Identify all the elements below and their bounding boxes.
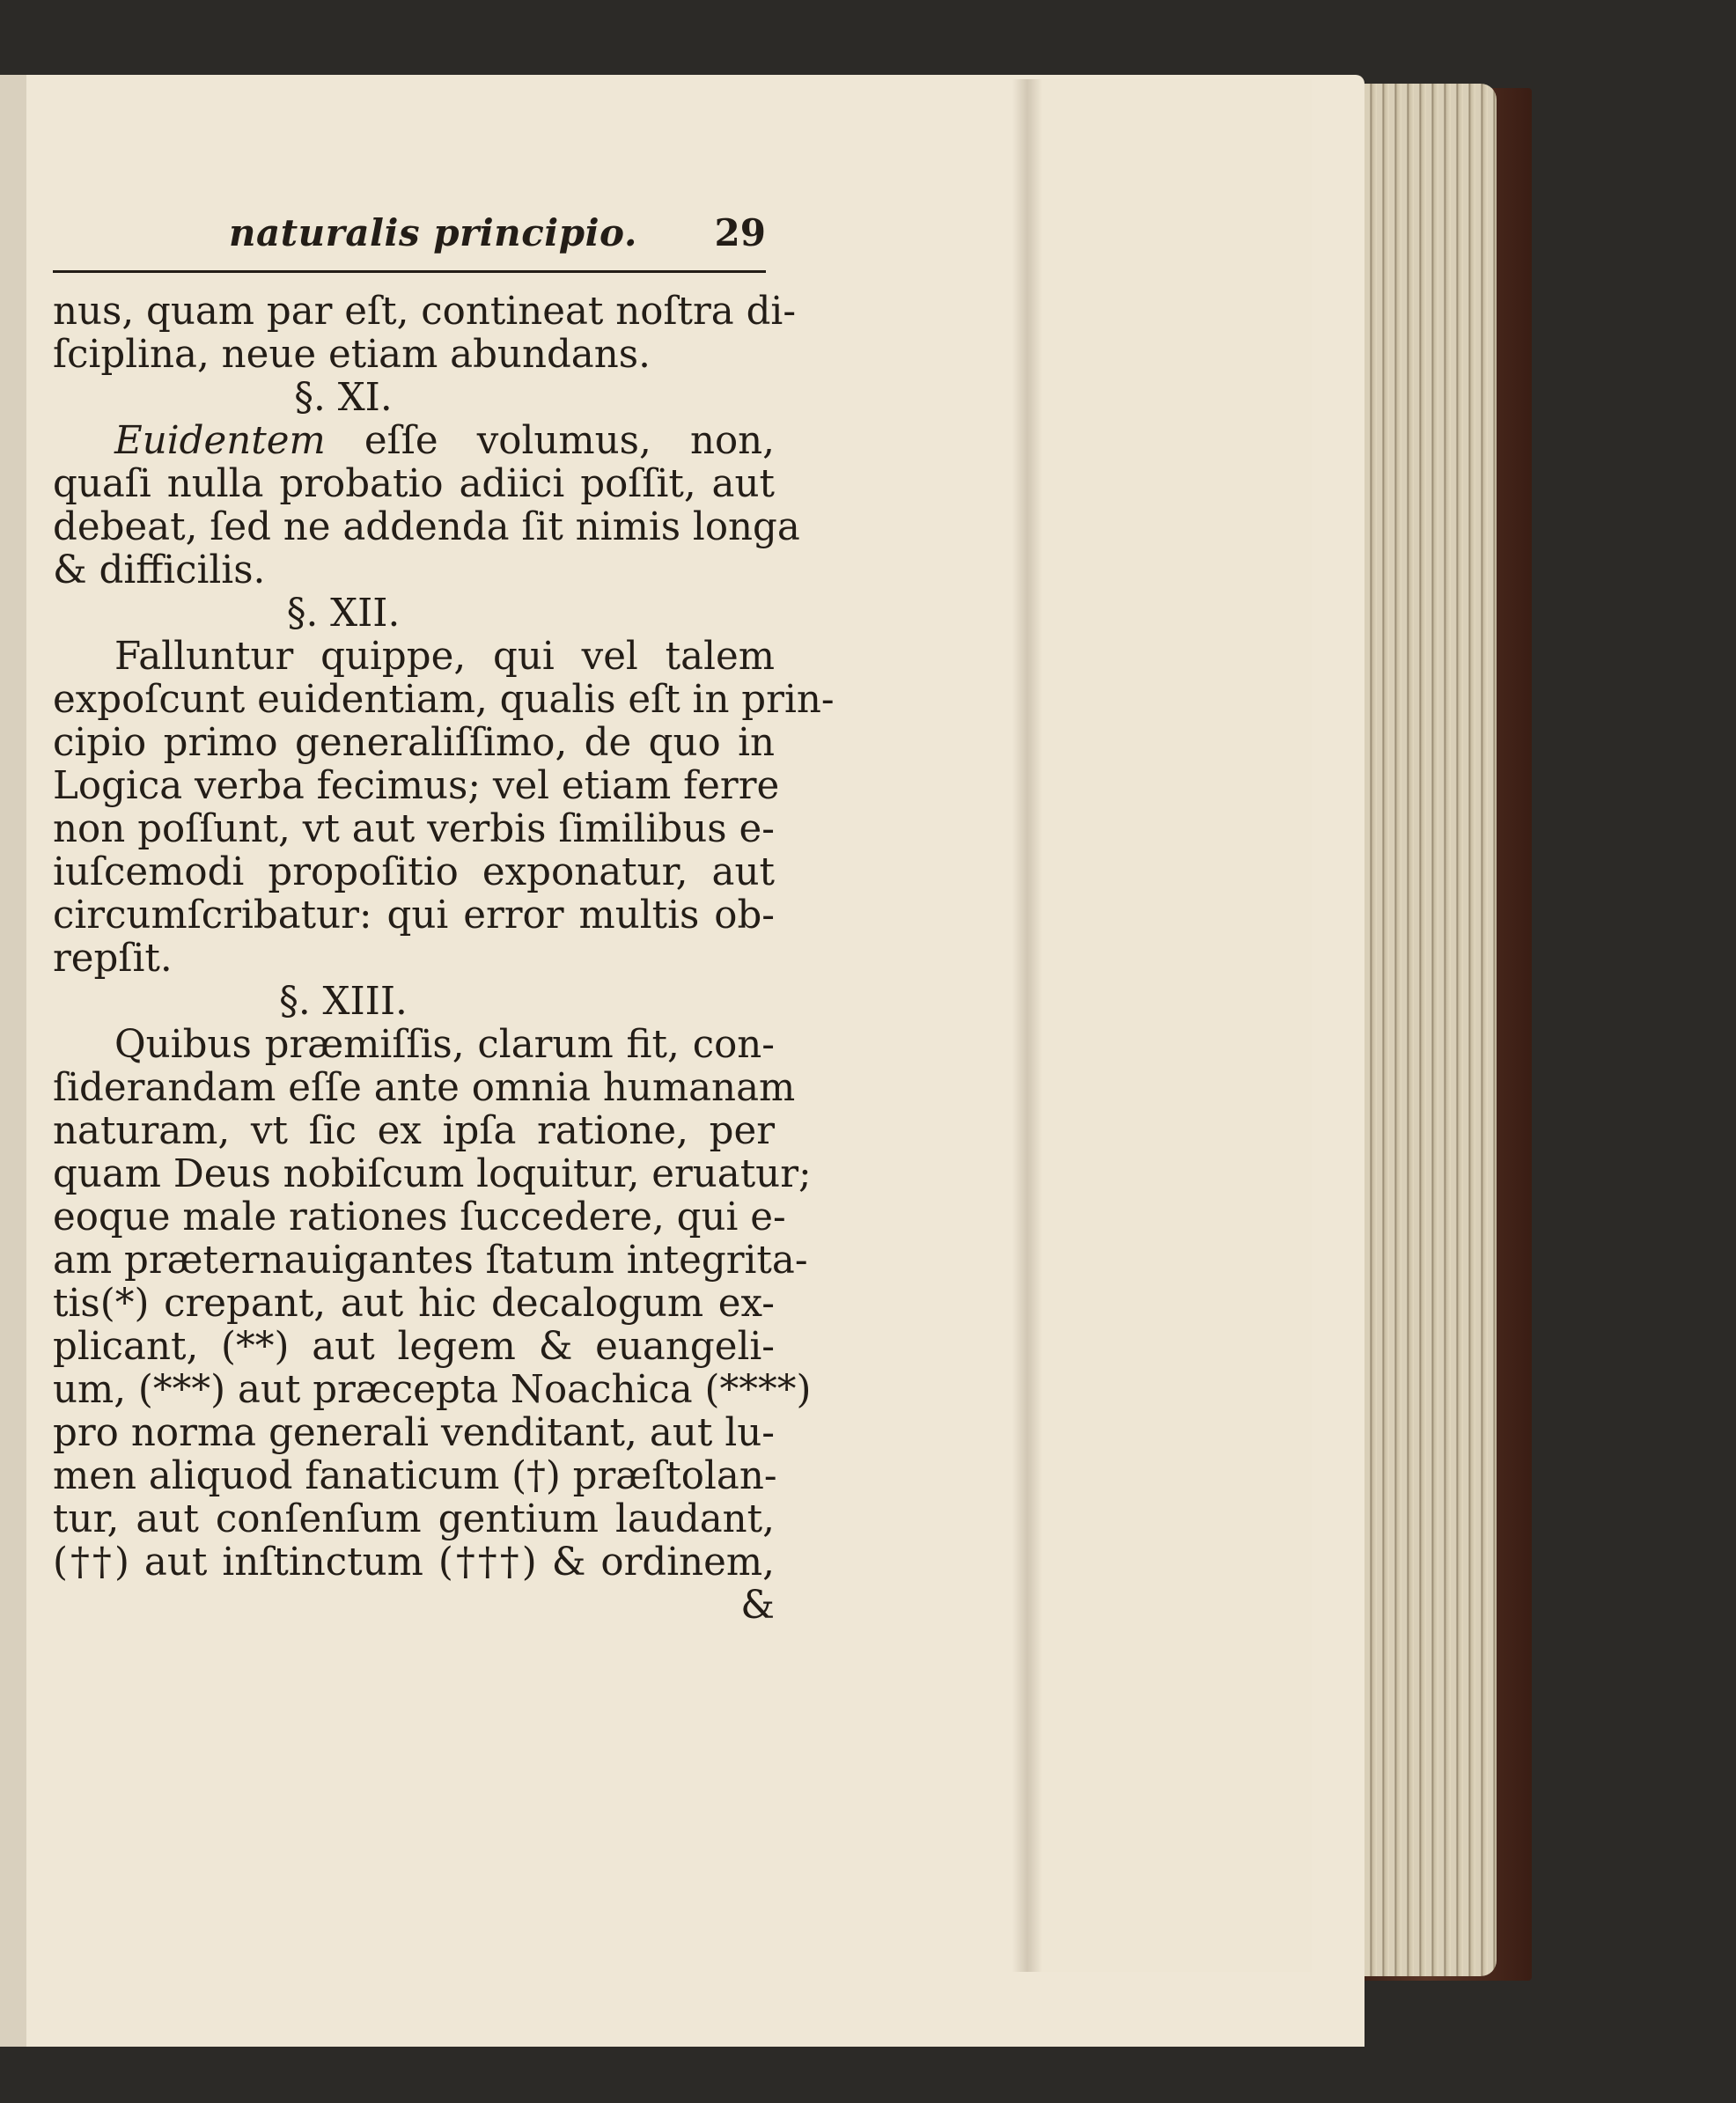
text-line: plicant, (**) aut legem & euangeli- xyxy=(53,1325,775,1369)
catchword: & xyxy=(740,1584,775,1628)
text-line: debeat, ſed ne addenda ſit nimis longa xyxy=(53,505,800,549)
text-line: & difficilis. xyxy=(53,548,266,592)
text-line: iuſcemodi propoſitio exponatur, aut xyxy=(53,850,775,894)
text-line: naturam, vt ſic ex ipſa ratione, per xyxy=(53,1109,775,1153)
text-line: Logica verba fecimus; vel etiam ferre xyxy=(53,764,780,808)
text-line: nus, quam par eſt, contineat noſtra di- xyxy=(53,290,797,334)
text-line: Euidentem eſſe volumus, non, xyxy=(114,419,775,463)
text-line: ſciplina, neue etiam abundans. xyxy=(53,333,651,377)
text-line: Falluntur quippe, qui vel talem xyxy=(114,635,775,679)
following-leaf xyxy=(1030,79,1312,1972)
text-line: (††) aut inſtinctum (†††) & ordinem, xyxy=(53,1540,775,1585)
body-text xyxy=(53,290,835,1628)
text-line: men aliquod fanaticum (†) præſtolan- xyxy=(53,1454,777,1498)
text-line: quaſi nulla probatio adiici poſſit, aut xyxy=(53,462,775,506)
text-line: expoſcunt euidentiam, qualis eſt in prin- xyxy=(53,678,835,722)
text-line: um, (***) aut præcepta Noachica (****) xyxy=(53,1368,812,1412)
text-line: tis(*) crepant, aut hic decalogum ex- xyxy=(53,1282,775,1326)
text-line: Quibus præmiſſis, clarum fit, con- xyxy=(114,1023,775,1067)
page-gutter xyxy=(0,75,26,2047)
text-line: pro norma generali venditant, aut lu- xyxy=(53,1411,775,1455)
section-heading: §. XII. xyxy=(286,592,401,636)
running-head: naturalis principio. xyxy=(229,211,637,254)
text-line: tur, aut conſenſum gentium laudant, xyxy=(53,1497,775,1541)
section-heading: §. XIII. xyxy=(279,980,408,1024)
page-header xyxy=(53,202,775,266)
page-text-block xyxy=(53,202,835,1628)
page-number: 29 xyxy=(714,211,766,254)
text-line: quam Deus nobiſcum loquitur, eruatur; xyxy=(53,1152,812,1196)
text-line: circumſcribatur: qui error multis ob- xyxy=(53,893,775,938)
header-rule xyxy=(53,270,766,273)
text-line: am præternauigantes ſtatum integrita- xyxy=(53,1239,808,1283)
text-line: eoque male rationes ſuccedere, qui e- xyxy=(53,1195,786,1239)
text-line: repſit. xyxy=(53,937,173,981)
section-heading: §. XI. xyxy=(294,376,393,420)
text-line: non poſſunt, vt aut verbis ſimilibus e- xyxy=(53,807,775,851)
text-line: cipio primo generaliſſimo, de quo in xyxy=(53,721,775,765)
text-line: ſiderandam eſſe ante omnia humanam xyxy=(53,1066,796,1110)
page-fold xyxy=(1012,79,1042,1972)
